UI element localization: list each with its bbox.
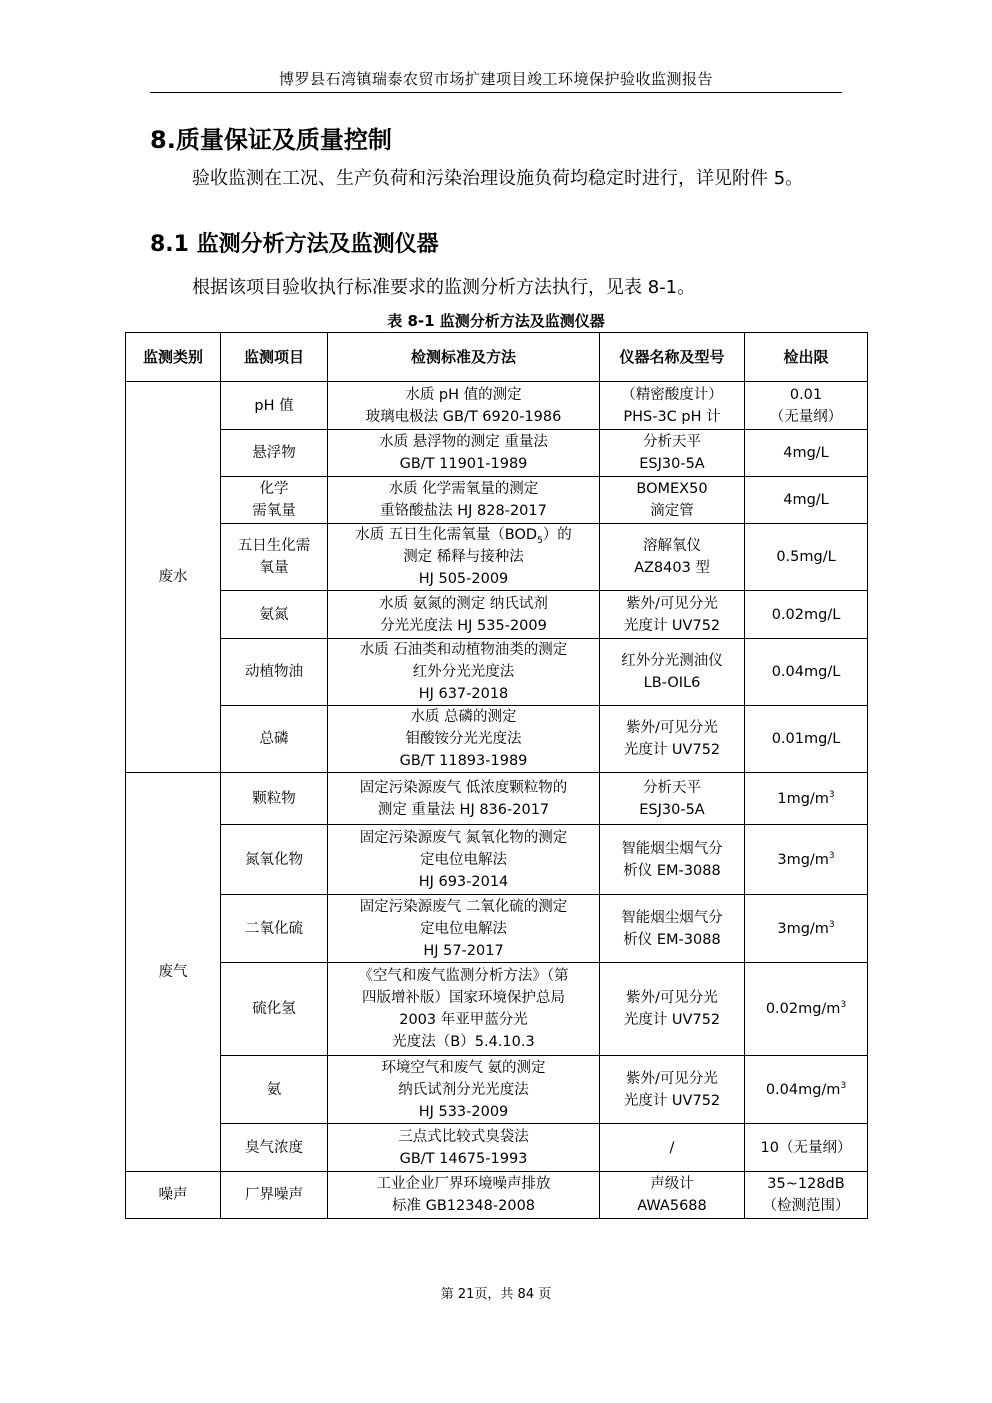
cell-line: 环境空气和废气 氨的测定 (381, 1059, 546, 1076)
cell-line: 0.02mg/L (771, 606, 841, 623)
table-row (126, 477, 868, 524)
cell-line: AWA5688 (637, 1198, 707, 1214)
item-cell (221, 591, 328, 639)
item-cell (221, 430, 328, 477)
cell-line: 0.04mg/L (771, 664, 841, 680)
cell-line: 氧量 (259, 560, 289, 576)
table-row (126, 963, 868, 1056)
method-cell (328, 524, 600, 591)
column-header: 监测类别 (126, 333, 221, 382)
table-caption: 表 8-1 监测分析方法及监测仪器 (387, 312, 605, 330)
cell-line: 溶解氧仪 (643, 538, 701, 554)
cell-line: BOMEX50 (636, 481, 708, 497)
table-header-row (126, 333, 868, 382)
cell-line: 三点式比较式臭袋法 (398, 1128, 529, 1145)
item-cell (221, 963, 328, 1056)
cell-line: GB/T 11901-1989 (399, 456, 528, 472)
table-row (126, 524, 868, 591)
cell-line: 声级计 (650, 1176, 694, 1192)
cell-line: 《空气和废气监测分析方法》（第 (358, 968, 569, 984)
item-cell (221, 773, 328, 825)
cell-line (331, 524, 596, 546)
cell-line: 标准 GB12348-2008 (391, 1198, 536, 1214)
item-cell (221, 524, 328, 591)
column-header: 检测标准及方法 (328, 333, 600, 382)
table-row (126, 639, 868, 706)
cell-line: HJ 57-2017 (423, 942, 504, 959)
cell-line: 水质 悬浮物的测定 重量法 (379, 434, 548, 450)
cell-line: 光度计 UV752 (623, 617, 721, 634)
cell-line: PHS-3C pH 计 (623, 408, 721, 425)
cell-line: pH 值 (254, 397, 294, 414)
cell-line: 0.01mg/L (771, 731, 841, 747)
cell-line: / (669, 1139, 675, 1156)
instrument-cell (600, 382, 745, 430)
cell-line: GB/T 14675-1993 (399, 1150, 528, 1167)
cell-line: 测定 重量法 HJ 836-2017 (377, 801, 550, 818)
cell-line: 总磷 (259, 731, 289, 747)
cell-line: 定电位电解法 (420, 851, 507, 868)
column-header: 监测项目 (221, 333, 328, 382)
cell-line: 光度计 UV752 (623, 742, 721, 758)
limit-cell (745, 591, 868, 639)
cell-line: 水质 pH 值的测定 (405, 386, 522, 403)
cell-line: 滴定管 (650, 503, 694, 519)
instrument-cell (600, 1124, 745, 1172)
cell-line: HJ 693-2014 (418, 873, 509, 890)
section-8-heading: 8.质量保证及质量控制 (150, 126, 392, 154)
cell-line: 二氧化硫 (245, 920, 303, 937)
method-cell (328, 706, 600, 773)
cell-line: 析仪 EM-3088 (623, 931, 721, 948)
limit-cell (745, 382, 868, 430)
cell-line: 定电位电解法 (420, 920, 507, 937)
superscript: 3 (828, 919, 835, 930)
category-cell: 噪声 (126, 1172, 221, 1219)
cell-line: 固定污染源废气 低浓度颗粒物的 (359, 779, 568, 796)
instrument-cell (600, 591, 745, 639)
cell-line: 工业企业厂界环境噪声排放 (376, 1176, 551, 1192)
cell-line: （精密酸度计） (621, 386, 723, 403)
cell-line: 4mg/L (783, 492, 829, 508)
item-cell (221, 639, 328, 706)
table-row (126, 591, 868, 639)
cell-line: 测定 稀释与接种法 (403, 549, 524, 565)
item-cell (221, 382, 328, 430)
cell-line: 析仪 EM-3088 (623, 862, 721, 879)
cell-line: 光度计 UV752 (623, 1012, 721, 1028)
method-cell (328, 1124, 600, 1172)
cell-line: 固定污染源废气 二氧化硫的测定 (359, 898, 568, 915)
table-row (126, 1056, 868, 1124)
table-row (126, 825, 868, 895)
header-divider (150, 92, 842, 93)
cell-line: 紫外/可见分光 (626, 1070, 718, 1087)
limit-cell (745, 895, 868, 963)
cell-line: 纳氏试剂分光光度法 (398, 1081, 529, 1098)
limit-cell (745, 773, 868, 825)
section-8-1-heading: 8.1 监测分析方法及监测仪器 (150, 232, 439, 257)
cell-line: 重铬酸盐法 HJ 828-2017 (380, 503, 547, 519)
cell-line: 水质 化学需氧量的测定 (388, 481, 539, 497)
cell-line: 钼酸铵分光光度法 (405, 731, 522, 747)
item-cell (221, 1172, 328, 1219)
instrument-cell (600, 1056, 745, 1124)
cell-line: （检测范围） (762, 1198, 850, 1214)
subscript: 5 (537, 535, 543, 546)
cell-line: 紫外/可见分光 (626, 595, 718, 612)
cell-line: 氮氧化物 (245, 851, 303, 868)
cell-line: HJ 637-2018 (418, 686, 509, 702)
table-row (126, 706, 868, 773)
method-cell (328, 382, 600, 430)
cell-line: 四版增补版）国家环境保护总局 (362, 990, 565, 1006)
cell-line: 分光光度法 HJ 535-2009 (380, 617, 547, 634)
cell-line: GB/T 11893-1989 (399, 753, 528, 769)
superscript: 3 (828, 850, 835, 861)
superscript: 3 (840, 1000, 847, 1011)
cell-line: 水质 石油类和动植物油类的测定 (359, 642, 568, 658)
cell-line: （无量纲） (769, 408, 843, 425)
method-cell (328, 825, 600, 895)
cell-line: 硫化氢 (252, 1001, 296, 1017)
cell-line: 红外分光测油仪 (621, 653, 723, 669)
limit-cell (745, 430, 868, 477)
cell-line: 4mg/L (783, 445, 829, 461)
method-cell (328, 591, 600, 639)
cell-line: 玻璃电极法 GB/T 6920-1986 (365, 408, 562, 425)
method-cell (328, 477, 600, 524)
cell-line: 红外分光光度法 (412, 664, 515, 680)
cell-line: 臭气浓度 (245, 1139, 303, 1156)
instrument-cell (600, 963, 745, 1056)
cell-line: 分析天平 (643, 434, 701, 450)
method-cell (328, 1056, 600, 1124)
cell-line: 光度法（B）5.4.10.3 (392, 1034, 535, 1050)
cell-line: 紫外/可见分光 (626, 720, 718, 736)
cell-line: 0.01 (789, 386, 823, 403)
instrument-cell (600, 639, 745, 706)
method-cell (328, 773, 600, 825)
cell-line: 智能烟尘烟气分 (621, 909, 723, 926)
limit-cell (745, 1056, 868, 1124)
method-cell (328, 1172, 600, 1219)
cell-line: 0.5mg/L (776, 549, 836, 565)
limit-cell (745, 1172, 868, 1219)
cell-line: 固定污染源废气 氮氧化物的测定 (359, 829, 568, 846)
instrument-cell (600, 895, 745, 963)
limit-text: 3mg/m (777, 851, 829, 868)
method-cell (328, 430, 600, 477)
method-text: ）的 (542, 527, 572, 543)
table-row (126, 1172, 868, 1219)
table-row (126, 382, 868, 430)
method-text: 水质 五日生化需氧量（BOD (355, 527, 538, 543)
cell-line: 2003 年亚甲蓝分光 (399, 1012, 528, 1028)
table-row (126, 1124, 868, 1172)
cell-line: 光度计 UV752 (623, 1092, 721, 1109)
column-header: 仪器名称及型号 (600, 333, 745, 382)
table-row (126, 430, 868, 477)
page-header: 博罗县石湾镇瑞泰农贸市场扩建项目竣工环境保护验收监测报告 (278, 70, 713, 88)
cell-line: 分析天平 (643, 779, 701, 796)
limit-cell (745, 706, 868, 773)
instrument-cell (600, 1172, 745, 1219)
category-cell: 废水 (126, 382, 221, 773)
category-cell: 废气 (126, 773, 221, 1172)
table-row (126, 895, 868, 963)
item-cell (221, 477, 328, 524)
cell-line: 氨 (266, 1081, 282, 1098)
section-8-1-paragraph: 根据该项目验收执行标准要求的监测分析方法执行，见表 8-1。 (192, 277, 696, 298)
limit-cell (745, 963, 868, 1056)
cell-line: 需氧量 (252, 503, 296, 519)
limit-cell (745, 477, 868, 524)
superscript: 3 (840, 1080, 847, 1091)
limit-text: 3mg/m (777, 920, 829, 937)
superscript: 3 (828, 789, 835, 800)
item-cell (221, 1056, 328, 1124)
cell-line: AZ8403 型 (634, 560, 710, 576)
cell-line: 厂界噪声 (245, 1187, 303, 1203)
cell-line: 水质 总磷的测定 (410, 709, 517, 725)
instrument-cell (600, 773, 745, 825)
methods-table (125, 332, 868, 1219)
limit-cell (745, 524, 868, 591)
instrument-cell (600, 524, 745, 591)
cell-line: ESJ30-5A (639, 456, 705, 472)
limit-text: 0.04mg/m (765, 1081, 841, 1098)
cell-line: 化学 (259, 481, 289, 497)
page-footer: 第 21页，共 84 页 (440, 1287, 552, 1302)
instrument-cell (600, 825, 745, 895)
item-cell (221, 825, 328, 895)
limit-cell (745, 825, 868, 895)
cell-line: HJ 505-2009 (418, 571, 509, 587)
limit-text: 1mg/m (777, 790, 829, 807)
section-8-paragraph: 验收监测在工况、生产负荷和污染治理设施负荷均稳定时进行，详见附件 5。 (192, 168, 804, 189)
limit-cell (745, 639, 868, 706)
cell-line: 悬浮物 (252, 445, 296, 461)
method-cell (328, 895, 600, 963)
cell-line: HJ 533-2009 (418, 1103, 509, 1120)
column-header: 检出限 (745, 333, 868, 382)
method-cell (328, 639, 600, 706)
cell-line: 水质 氨氮的测定 纳氏试剂 (379, 595, 548, 612)
item-cell (221, 706, 328, 773)
item-cell (221, 895, 328, 963)
cell-line: 颗粒物 (252, 790, 296, 807)
instrument-cell (600, 477, 745, 524)
item-cell (221, 1124, 328, 1172)
cell-line: 五日生化需 (237, 538, 311, 554)
cell-line: 智能烟尘烟气分 (621, 840, 723, 857)
cell-line: 10（无量纲） (760, 1139, 852, 1156)
cell-line: 动植物油 (245, 664, 303, 680)
cell-line: 氨氮 (259, 606, 289, 623)
instrument-cell (600, 706, 745, 773)
limit-cell (745, 1124, 868, 1172)
limit-text: 0.02mg/m (765, 1001, 841, 1017)
instrument-cell (600, 430, 745, 477)
cell-line: ESJ30-5A (639, 801, 705, 818)
table-row (126, 773, 868, 825)
cell-line: 35~128dB (767, 1176, 845, 1192)
method-cell (328, 963, 600, 1056)
cell-line: 紫外/可见分光 (626, 990, 718, 1006)
cell-line: LB-OIL6 (643, 675, 701, 691)
